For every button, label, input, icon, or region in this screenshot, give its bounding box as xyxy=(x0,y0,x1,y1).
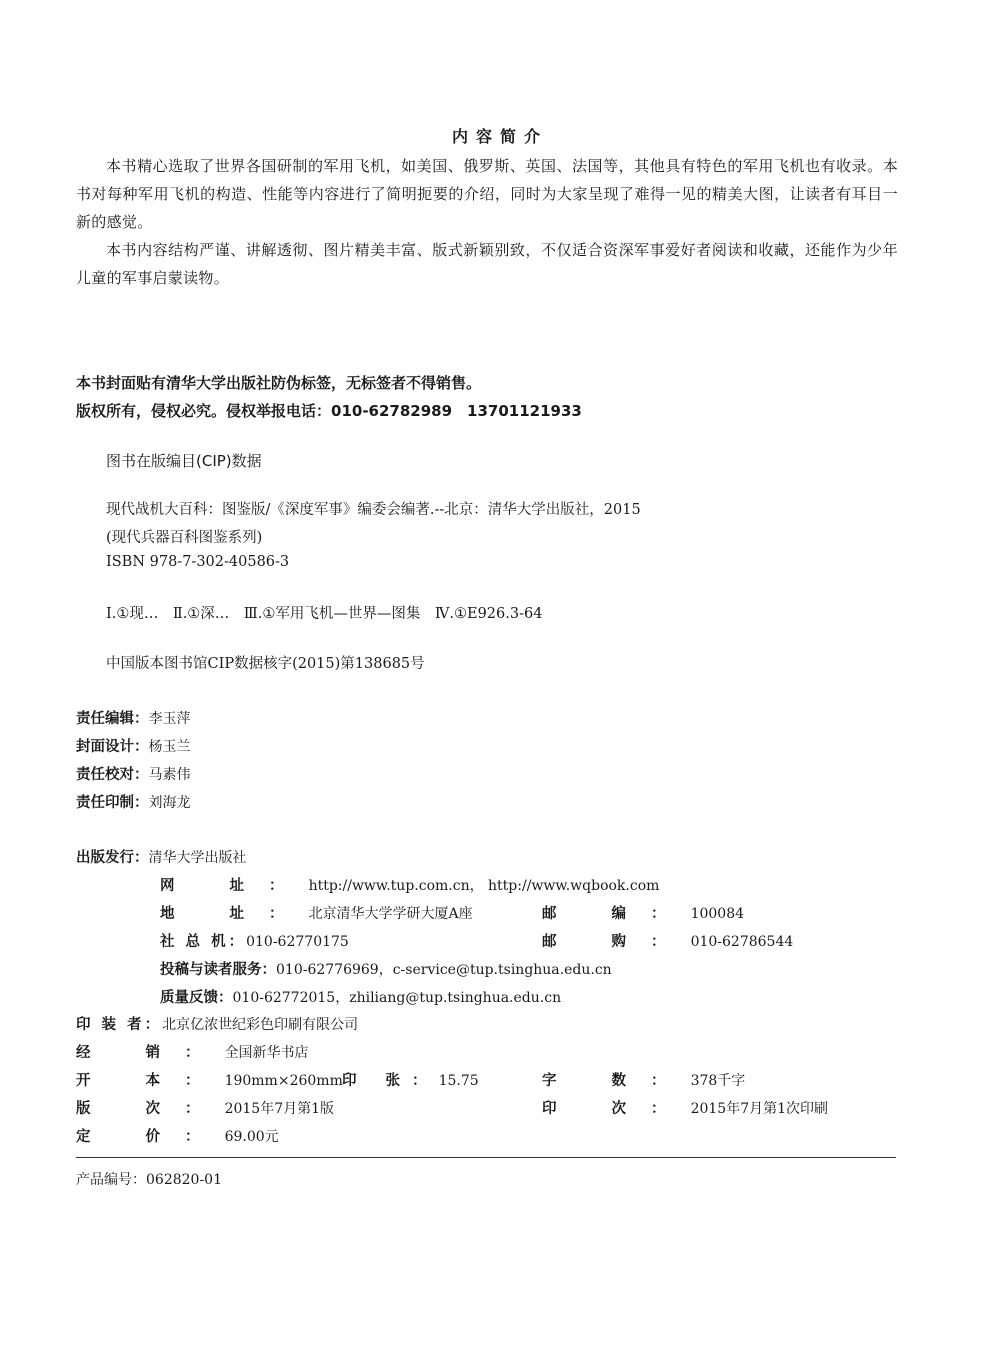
feedback-row xyxy=(160,986,561,1007)
staff-value: 刘海龙 xyxy=(148,795,191,811)
price-label: 定 价： xyxy=(76,1129,225,1145)
printer-value: 北京亿浓世纪彩色印刷有限公司 xyxy=(162,1017,359,1033)
mail-order-value: 010-62786544 xyxy=(690,934,794,950)
divider-line xyxy=(76,1157,896,1158)
staff-row xyxy=(76,735,191,756)
cip-title-line: 现代战机大百科：图鉴版/《深度军事》编委会编著.--北京：清华大学出版社，2015 xyxy=(106,502,641,518)
impression-value: 2015年7月第1次印刷 xyxy=(690,1101,829,1117)
format-row xyxy=(76,1069,343,1090)
distributor-row xyxy=(76,1041,309,1062)
reader-service-value: 010-62776969，c-service@tup.tsinghua.edu.cn xyxy=(276,962,612,978)
postcode-label: 邮 编： xyxy=(542,906,691,922)
website-label: 网 址： xyxy=(160,878,309,894)
edition-value: 2015年7月第1版 xyxy=(224,1101,335,1117)
summary-paragraph-2: 本书内容结构严谨、讲解透彻、图片精美丰富、版式新颖别致，不仅适合资深军事爱好者阅读和收藏，还能作为少年儿童的军事启蒙读物。 xyxy=(76,241,898,287)
distributor-value: 全国新华书店 xyxy=(224,1045,309,1061)
publisher-label: 出版发行： xyxy=(76,850,149,866)
address-label: 地 址： xyxy=(160,906,309,922)
product-code-value: 062820-01 xyxy=(146,1172,222,1188)
impression-row xyxy=(542,1097,828,1118)
publisher-row xyxy=(76,846,247,867)
switchboard-row xyxy=(160,930,349,951)
mail-order-row xyxy=(542,930,793,951)
switchboard-label: 社 总 机： xyxy=(160,934,247,950)
printer-label: 印 装 者： xyxy=(76,1017,163,1033)
sheets-row xyxy=(342,1069,479,1090)
staff-label: 责任编辑： xyxy=(76,711,149,727)
publisher-value: 清华大学出版社 xyxy=(148,850,247,866)
cip-classification: Ⅰ.①现… Ⅱ.①深… Ⅲ.①军用飞机—世界—图集 Ⅳ.①E926.3-64 xyxy=(106,606,543,622)
impression-label: 印 次： xyxy=(542,1101,691,1117)
staff-label: 责任校对： xyxy=(76,767,149,783)
price-value: 69.00元 xyxy=(224,1129,279,1145)
words-label: 字 数： xyxy=(542,1073,691,1089)
words-value: 378千字 xyxy=(690,1073,746,1089)
staff-row xyxy=(76,791,191,812)
format-label: 开 本： xyxy=(76,1073,225,1089)
staff-value: 李玉萍 xyxy=(148,711,191,727)
summary-paragraph-1: 本书精心选取了世界各国研制的军用飞机，如美国、俄罗斯、英国、法国等，其他具有特色的军用飞机也有收录。本书对每种军用飞机的构造、性能等内容进行了简明扼要的介绍，同时为大家呈现了难得一见的精美大图，让读者有耳目一新的感觉。 xyxy=(76,157,898,231)
price-row xyxy=(76,1125,279,1146)
staff-label: 责任印制： xyxy=(76,795,149,811)
switchboard-value: 010-62770175 xyxy=(246,934,349,950)
product-code-row xyxy=(76,1169,222,1189)
summary-title: 内容简介 xyxy=(451,127,548,146)
cip-record-number: 中国版本图书馆CIP数据核字(2015)第138685号 xyxy=(106,656,425,672)
staff-row xyxy=(76,763,191,784)
reader-service-label: 投稿与读者服务： xyxy=(160,962,276,978)
cip-heading: 图书在版编目(CIP)数据 xyxy=(106,452,262,470)
address-value: 北京清华大学学研大厦A座 xyxy=(308,906,473,922)
staff-value: 马素伟 xyxy=(148,767,191,783)
anti-counterfeit-notice: 本书封面贴有清华大学出版社防伪标签，无标签者不得销售。 xyxy=(76,374,482,392)
reader-service-row xyxy=(160,958,612,979)
printer-row xyxy=(76,1013,358,1034)
edition-row xyxy=(76,1097,334,1118)
mail-order-label: 邮 购： xyxy=(542,934,691,950)
postcode-value: 100084 xyxy=(690,906,745,922)
format-value: 190mm×260mm xyxy=(224,1073,343,1089)
staff-label: 封面设计： xyxy=(76,739,149,755)
cip-isbn-line: ISBN 978-7-302-40586-3 xyxy=(106,554,290,570)
website-row xyxy=(160,874,659,895)
feedback-value: 010-62772015，zhiliang@tup.tsinghua.edu.cn xyxy=(232,990,562,1006)
words-row xyxy=(542,1069,745,1090)
sheets-label: 印 张： xyxy=(342,1073,439,1089)
edition-label: 版 次： xyxy=(76,1101,225,1117)
website-value: http://www.tup.com.cn， http://www.wqbook.com xyxy=(308,878,660,894)
copyright-notice: 版权所有，侵权必究。侵权举报电话：010-62782989 13701121933 xyxy=(76,402,582,420)
feedback-label: 质量反馈： xyxy=(160,990,233,1006)
cip-series-line: (现代兵器百科图鉴系列) xyxy=(106,530,263,546)
postcode-row xyxy=(542,902,744,923)
staff-value: 杨玉兰 xyxy=(148,739,191,755)
distributor-label: 经 销： xyxy=(76,1045,225,1061)
address-row xyxy=(160,902,473,923)
sheets-value: 15.75 xyxy=(438,1073,479,1089)
staff-row xyxy=(76,707,191,728)
product-code-label: 产品编号： xyxy=(76,1172,146,1188)
